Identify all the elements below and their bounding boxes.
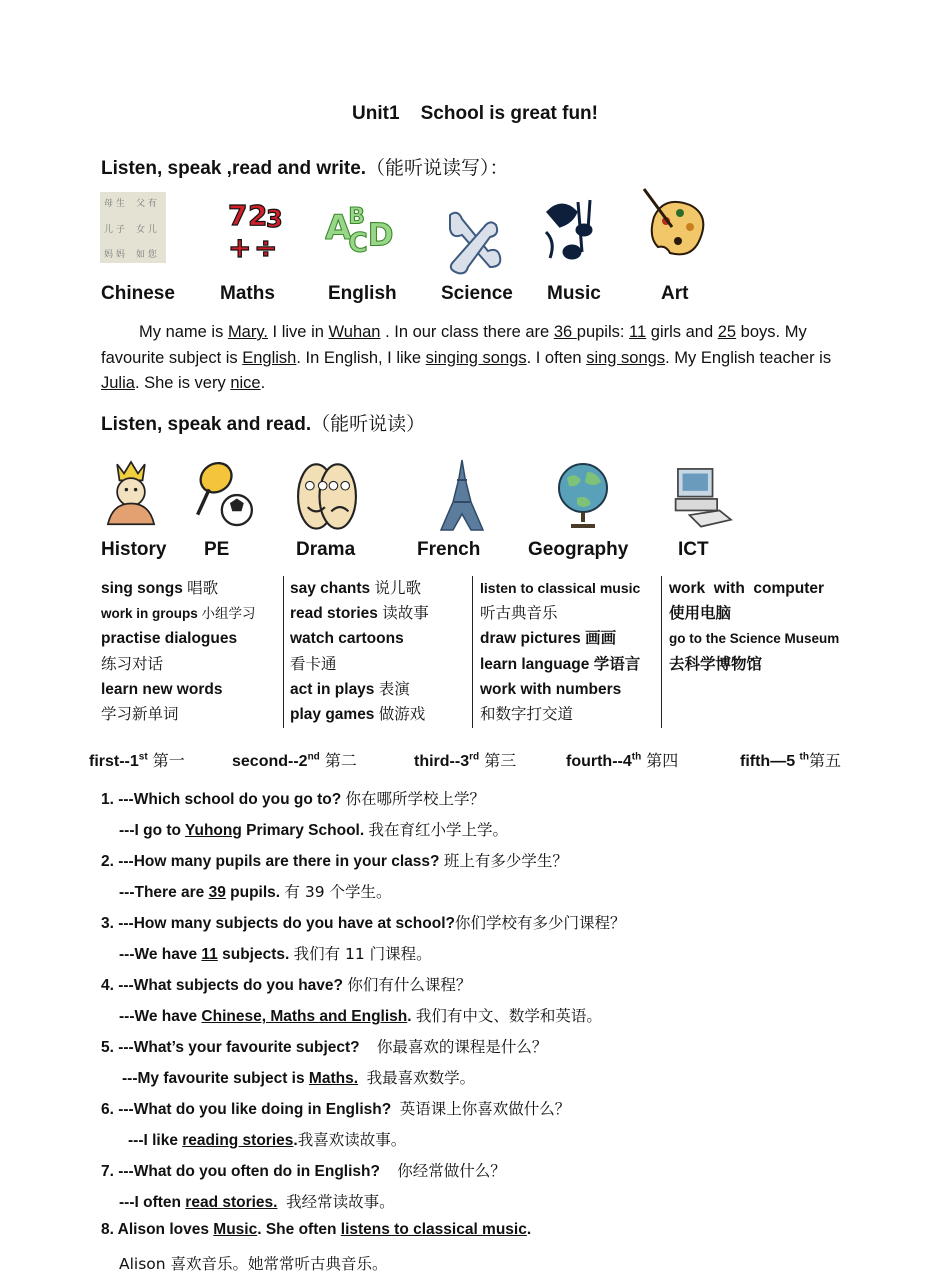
phrase-column bbox=[101, 576, 281, 726]
phrase-cn: 和数字打交道 bbox=[480, 704, 574, 723]
phrase-cn: 练习对话 bbox=[101, 654, 164, 673]
phrase-row bbox=[669, 601, 869, 626]
blank-answer: Julia bbox=[101, 374, 135, 392]
blank-answer: Wuhan bbox=[328, 323, 381, 341]
svg-text:÷: ÷ bbox=[254, 231, 278, 264]
question-en: 4. ---What subjects do you have? bbox=[101, 977, 348, 994]
computer-icon bbox=[666, 462, 736, 537]
text: . I often bbox=[526, 348, 587, 367]
question-en: 6. ---What do you like doing in English? bbox=[101, 1101, 400, 1118]
answer-cn: 我最喜欢数学。 bbox=[366, 1069, 476, 1087]
answer-en: pupils. bbox=[225, 884, 285, 901]
phrase-row bbox=[290, 677, 470, 702]
phrase-column bbox=[669, 576, 869, 726]
phrase-column bbox=[480, 576, 660, 726]
subject-label: Drama bbox=[296, 539, 356, 560]
answer-en bbox=[277, 1194, 286, 1211]
section-label-cn: （能听说读写）： bbox=[366, 157, 509, 179]
section-label-cn: （能听说读） bbox=[311, 413, 426, 435]
answer-en: . bbox=[293, 1132, 298, 1149]
answer-key: Maths. bbox=[308, 1070, 358, 1087]
answer-1 bbox=[119, 818, 508, 840]
phrase-en: learn language bbox=[480, 655, 594, 673]
text: . In our class there are bbox=[380, 323, 554, 341]
phrase-row bbox=[480, 652, 660, 677]
phrase-row bbox=[101, 702, 281, 727]
ordinal-cn: 第四 bbox=[641, 751, 679, 770]
svg-text:3: 3 bbox=[266, 205, 283, 233]
answer-6 bbox=[128, 1128, 406, 1150]
globe-icon bbox=[548, 458, 618, 533]
science-bones-icon bbox=[440, 205, 510, 280]
question-2 bbox=[101, 849, 568, 871]
answer-en: ---My favourite subject is bbox=[122, 1070, 309, 1087]
phrase-row bbox=[669, 576, 869, 601]
answer-5 bbox=[122, 1066, 475, 1088]
answer-7 bbox=[119, 1190, 395, 1212]
text: girls and bbox=[646, 323, 718, 341]
svg-text:如 您: 如 您 bbox=[136, 250, 157, 260]
phrase-cn: 去科学博物馆 bbox=[669, 654, 763, 673]
section-heading-read bbox=[101, 409, 425, 436]
answer-cn: 我经常读故事。 bbox=[286, 1193, 395, 1211]
phrase-row bbox=[101, 677, 281, 702]
blank-answer: nice bbox=[230, 374, 261, 392]
phrase-row bbox=[480, 626, 660, 651]
subject-label: History bbox=[101, 539, 167, 560]
phrase-row bbox=[101, 652, 281, 677]
drama-masks-icon bbox=[292, 460, 362, 535]
answer-en: ---There are bbox=[119, 884, 209, 901]
answer-cn: 我们有中文、数学和英语。 bbox=[415, 1007, 602, 1025]
answer-en: Primary School. bbox=[241, 822, 369, 839]
blank-answer: singing songs bbox=[425, 348, 527, 367]
phrase-en: practise dialogues bbox=[101, 630, 238, 648]
phrase-row bbox=[290, 702, 470, 727]
phrase-en: watch cartoons bbox=[290, 630, 404, 648]
phrase-en: read stories bbox=[290, 605, 383, 623]
phrase-cn: 画画 bbox=[585, 629, 617, 648]
phrase-row bbox=[669, 626, 869, 651]
answer-key: 39 bbox=[208, 884, 226, 901]
phrase-en: work with computer bbox=[669, 580, 825, 597]
svg-text:妈 妈: 妈 妈 bbox=[104, 250, 125, 260]
statement-cn: Alison 喜欢音乐。她常常听古典音乐。 bbox=[119, 1255, 388, 1273]
question-cn: 你们有什么课程？ bbox=[347, 976, 472, 994]
section-label: Listen, speak ,read and write. bbox=[101, 158, 367, 179]
svg-text:2: 2 bbox=[248, 199, 268, 232]
svg-text:7: 7 bbox=[228, 199, 248, 232]
question-5 bbox=[101, 1035, 547, 1057]
ordinal-cn: 第三 bbox=[479, 751, 517, 770]
phrase-en: sing songs bbox=[101, 580, 188, 597]
statement-en: . She often bbox=[257, 1221, 341, 1238]
text: . In English, I like bbox=[296, 348, 426, 367]
phrase-row bbox=[480, 677, 660, 702]
ordinal-suffix: th bbox=[631, 751, 642, 763]
answer-en: . bbox=[407, 1008, 416, 1025]
pe-racket-ball-icon bbox=[188, 457, 258, 532]
answer-4 bbox=[119, 1004, 602, 1026]
ordinal-word: fourth--4 bbox=[566, 753, 632, 770]
answer-key: Music bbox=[213, 1221, 258, 1238]
phrase-en: go to the Science Museum bbox=[669, 631, 840, 647]
phrase-row bbox=[290, 626, 470, 651]
ordinal-cn: 第五 bbox=[809, 751, 842, 770]
art-palette-icon bbox=[640, 187, 710, 262]
subject-label: English bbox=[328, 283, 397, 304]
ordinal-word: second--2 bbox=[232, 753, 308, 770]
english-abc-icon bbox=[325, 192, 395, 267]
statement-en: . bbox=[526, 1221, 532, 1238]
phrase-en: play games bbox=[290, 705, 379, 723]
svg-text:D: D bbox=[367, 217, 394, 254]
blank-answer: 25 bbox=[717, 323, 737, 341]
subject-label: Music bbox=[547, 283, 601, 304]
phrase-cn: 做游戏 bbox=[378, 704, 426, 723]
music-notes-icon bbox=[538, 192, 608, 267]
phrase-column bbox=[290, 576, 470, 726]
blank-answer: 36 bbox=[553, 323, 577, 341]
ordinal-suffix: st bbox=[138, 751, 148, 763]
blank-answer: sing songs bbox=[586, 348, 666, 367]
text: . My English teacher is bbox=[665, 348, 832, 367]
blank-answer: 11 bbox=[629, 323, 647, 341]
ordinal-suffix: th bbox=[799, 751, 809, 763]
blank-answer: Mary. bbox=[227, 323, 268, 341]
text: pupils: bbox=[576, 323, 630, 341]
answer-en: ---I often bbox=[119, 1194, 186, 1211]
question-cn: 英语课上你喜欢做什么？ bbox=[399, 1100, 571, 1118]
answer-key: listens to classical music bbox=[340, 1221, 527, 1238]
answer-en bbox=[358, 1070, 367, 1087]
text: . She is very bbox=[134, 374, 231, 392]
phrase-en: work with numbers bbox=[480, 680, 622, 698]
ordinal-suffix: rd bbox=[469, 751, 480, 763]
subject-label: Science bbox=[441, 283, 513, 304]
answer-3 bbox=[119, 942, 432, 964]
phrase-row bbox=[290, 576, 470, 601]
eiffel-tower-icon bbox=[427, 458, 497, 533]
phrase-en: learn new words bbox=[101, 680, 223, 698]
phrase-cn: 学习新单词 bbox=[101, 704, 179, 723]
subject-label: Maths bbox=[220, 283, 275, 304]
phrase-row bbox=[290, 601, 470, 626]
question-cn: 你经常做什么？ bbox=[397, 1162, 506, 1180]
phrase-row bbox=[480, 702, 660, 727]
ordinal-item bbox=[89, 748, 185, 771]
phrase-row bbox=[101, 601, 281, 626]
svg-text:父 有: 父 有 bbox=[136, 199, 157, 209]
question-cn: 班上有多少学生？ bbox=[443, 852, 568, 870]
answer-en: ---We have bbox=[119, 1008, 202, 1025]
question-4 bbox=[101, 973, 471, 995]
ordinal-word: third--3 bbox=[414, 753, 470, 770]
page-title: Unit1 School is great fun! bbox=[352, 103, 598, 124]
question-3 bbox=[101, 911, 626, 933]
ordinal-item bbox=[740, 748, 841, 771]
question-cn: 你们学校有多少门课程？ bbox=[454, 914, 626, 932]
ordinal-cn: 第二 bbox=[319, 751, 357, 770]
question-en: 2. ---How many pupils are there in your class? bbox=[101, 853, 444, 870]
svg-text:A: A bbox=[325, 208, 352, 249]
maths-numbers-icon bbox=[222, 195, 292, 270]
svg-text:B: B bbox=[348, 204, 365, 230]
column-divider bbox=[472, 576, 473, 728]
answer-cn: 我喜欢读故事。 bbox=[297, 1131, 407, 1149]
svg-text:母 生: 母 生 bbox=[104, 199, 125, 209]
phrase-row bbox=[101, 576, 281, 601]
answer-cn: 有 39 个学生。 bbox=[284, 883, 392, 901]
statement-8 bbox=[101, 1221, 531, 1239]
phrase-row bbox=[480, 601, 660, 626]
ordinal-suffix: nd bbox=[307, 751, 320, 763]
phrase-row bbox=[101, 626, 281, 651]
section-label: Listen, speak and read. bbox=[101, 414, 312, 435]
subject-label: Art bbox=[661, 283, 689, 304]
answer-key: Chinese, Maths and English bbox=[201, 1008, 408, 1025]
phrase-cn: 使用电脑 bbox=[669, 604, 732, 623]
answer-2 bbox=[119, 880, 391, 902]
phrase-cn: 唱歌 bbox=[187, 579, 219, 597]
svg-text:+: + bbox=[228, 231, 252, 264]
svg-text:儿 子: 儿 子 bbox=[104, 225, 125, 235]
answer-cn: 我在育红小学上学。 bbox=[368, 821, 508, 839]
subject-label: ICT bbox=[678, 539, 709, 560]
question-cn: 你最喜欢的课程是什么？ bbox=[376, 1038, 548, 1056]
phrase-row bbox=[480, 576, 660, 601]
text: . bbox=[260, 374, 266, 392]
answer-en: ---I go to bbox=[119, 822, 185, 839]
ordinal-item bbox=[414, 748, 516, 771]
answer-en: subjects. bbox=[217, 946, 294, 963]
intro-paragraph bbox=[101, 320, 846, 397]
column-divider bbox=[283, 576, 284, 728]
phrase-en: listen to classical music bbox=[480, 580, 641, 596]
answer-cn: 我们有 11 门课程。 bbox=[293, 945, 432, 963]
question-1 bbox=[101, 787, 485, 809]
answer-key: Yuhong bbox=[185, 822, 242, 839]
subject-label: Chinese bbox=[101, 283, 175, 304]
phrase-en: draw pictures bbox=[480, 630, 586, 648]
answer-en: ---I like bbox=[128, 1132, 183, 1149]
phrase-cn: 小组学习 bbox=[201, 606, 256, 623]
question-en: 5. ---What’s your favourite subject? bbox=[101, 1039, 377, 1056]
phrase-cn: 表演 bbox=[378, 679, 410, 698]
phrase-cn: 学语言 bbox=[593, 654, 641, 673]
ordinal-word: first--1 bbox=[89, 753, 139, 770]
ordinal-item bbox=[232, 748, 357, 771]
text: boys. My favourite subject is bbox=[101, 323, 807, 367]
phrase-cn: 看卡通 bbox=[290, 654, 337, 673]
answer-key: 11 bbox=[201, 946, 218, 963]
text: My name is bbox=[139, 323, 228, 341]
history-figure-icon bbox=[96, 455, 166, 530]
svg-text:C: C bbox=[348, 227, 368, 259]
chinese-characters-icon bbox=[98, 190, 168, 265]
question-en: 7. ---What do you often do in English? bbox=[101, 1163, 398, 1180]
answer-en: ---We have bbox=[119, 946, 202, 963]
phrase-row bbox=[290, 652, 470, 677]
question-cn: 你在哪所学校上学？ bbox=[345, 790, 486, 808]
blank-answer: English bbox=[242, 348, 297, 367]
answer-key: read stories. bbox=[185, 1194, 278, 1211]
statement-en: 8. Alison loves bbox=[101, 1221, 214, 1238]
phrase-row bbox=[669, 652, 869, 677]
phrase-cn: 听古典音乐 bbox=[480, 604, 558, 623]
phrase-cn: 读故事 bbox=[382, 604, 429, 623]
text: I live in bbox=[267, 323, 329, 341]
question-7 bbox=[101, 1159, 506, 1181]
phrase-en: say chants bbox=[290, 580, 375, 597]
phrase-en: act in plays bbox=[290, 680, 379, 698]
subject-label: Geography bbox=[528, 539, 629, 560]
answer-key: reading stories bbox=[182, 1132, 294, 1149]
subject-label: PE bbox=[204, 539, 230, 560]
subject-label: French bbox=[417, 539, 481, 560]
phrase-en: work in groups bbox=[101, 606, 202, 622]
ordinal-item bbox=[566, 748, 678, 771]
question-en: 3. ---How many subjects do you have at school? bbox=[101, 915, 455, 932]
ordinal-cn: 第一 bbox=[147, 751, 185, 770]
section-heading-write bbox=[101, 153, 509, 180]
question-en: 1. ---Which school do you go to? bbox=[101, 791, 346, 808]
ordinal-word: fifth—5 bbox=[740, 753, 800, 770]
column-divider bbox=[661, 576, 662, 728]
question-6 bbox=[101, 1097, 570, 1119]
svg-text:女 儿: 女 儿 bbox=[136, 225, 157, 235]
phrase-cn: 说儿歌 bbox=[374, 579, 421, 597]
